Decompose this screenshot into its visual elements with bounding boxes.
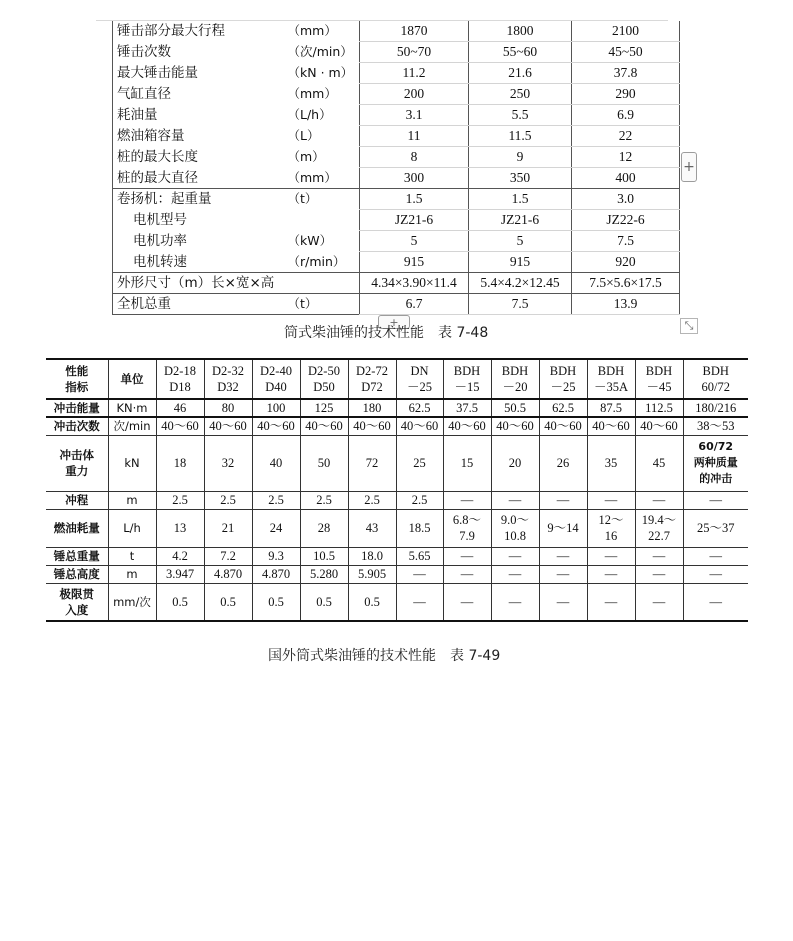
plus-icon: + (683, 159, 695, 175)
table-cell: 4.870 (252, 565, 300, 583)
model-header (252, 359, 300, 399)
table-cell: 40～60 (587, 417, 635, 435)
table-cell: 200 (360, 84, 469, 105)
table-cell: 26 (539, 435, 587, 491)
row-unit: kN (108, 435, 156, 491)
table-cell: 40～60 (491, 417, 539, 435)
header-unit: 单位 (108, 359, 156, 399)
row-unit: （r/min） (286, 252, 360, 273)
table-cell: — (635, 565, 683, 583)
table-cell: 45~50 (572, 42, 680, 63)
table-row (46, 491, 748, 509)
table-cell: 5.5 (469, 105, 572, 126)
model-header (539, 359, 587, 399)
table-cell: 4.870 (204, 565, 252, 583)
table-cell: 0.5 (300, 583, 348, 621)
row-label: 卷扬机：起重量 (113, 189, 286, 210)
table-cell (491, 509, 539, 547)
resize-icon: ⤡ (684, 319, 694, 332)
row-unit: （kW） (287, 233, 333, 248)
cell-line: 重力 (65, 464, 89, 478)
table-cell: — (443, 547, 491, 565)
table-cell: — (683, 491, 748, 509)
table-cell: 40 (252, 435, 300, 491)
table-cell: 62.5 (539, 399, 587, 417)
table-cell: 40～60 (539, 417, 587, 435)
table-cell: 112.5 (635, 399, 683, 417)
table-row (113, 231, 680, 252)
table-cell: 43 (348, 509, 396, 547)
cell-line: －35A (593, 380, 629, 394)
table-cell: 0.5 (348, 583, 396, 621)
table-cell: 400 (572, 168, 680, 189)
row-label: 全机总重 (113, 294, 286, 315)
row-label (46, 509, 108, 547)
table-cell: 4.2 (156, 547, 204, 565)
table-cell: 2100 (572, 21, 680, 42)
table-cell: 21.6 (469, 63, 572, 84)
table-cell: 5 (360, 231, 469, 252)
table-row (113, 42, 680, 63)
table-cell: — (443, 583, 491, 621)
row-label (46, 565, 108, 583)
row-unit: KN·m (108, 399, 156, 417)
cell-line: 锤总重量 (53, 549, 100, 563)
row-label (46, 399, 108, 417)
table-cell: 915 (360, 252, 469, 273)
row-unit: （kN · m） (287, 65, 354, 80)
table-cell: 300 (360, 168, 469, 189)
table-cell: — (635, 547, 683, 565)
cell-line: D2-40 (260, 364, 292, 378)
table-cell: — (491, 491, 539, 509)
table-cell: 5 (469, 231, 572, 252)
row-label: 电机功率 (133, 233, 187, 249)
table-cell: 5.65 (396, 547, 443, 565)
table-cell: 3.0 (572, 189, 680, 210)
table-cell: 37.8 (572, 63, 680, 84)
cell-line: BDH (453, 364, 481, 378)
table-row (113, 252, 680, 273)
table-cell: 6.7 (360, 294, 469, 315)
table-cell: 55~60 (469, 42, 572, 63)
table-7-48-caption: 筒式柴油锤的技术性能 表 7-48 (284, 325, 489, 341)
row-unit: mm/次 (108, 583, 156, 621)
table-cell: — (635, 491, 683, 509)
cell-line: 冲程 (65, 493, 89, 507)
cell-line: 指标 (65, 380, 89, 394)
table-cell: 12 (572, 147, 680, 168)
table-cell: 13 (156, 509, 204, 547)
row-unit: （m） (287, 149, 325, 164)
cell-line: 冲击次数 (53, 419, 100, 434)
table-cell: 18.0 (348, 547, 396, 565)
table-cell: 5.905 (348, 565, 396, 583)
table-cell (683, 509, 748, 547)
table-cell: 18 (156, 435, 204, 491)
table-cell: 1800 (469, 21, 572, 42)
cell-line: BDH (645, 364, 673, 378)
model-header (683, 359, 748, 399)
table-cell: — (396, 583, 443, 621)
table-cell: 7.5×5.6×17.5 (572, 273, 680, 294)
table-cell (443, 509, 491, 547)
table-cell: — (491, 583, 539, 621)
row-label: 最大锤击能量 (117, 65, 198, 81)
cell-line: 25～37 (696, 521, 735, 535)
row-label (46, 417, 108, 435)
cell-line: BDH (501, 364, 529, 378)
cell-line: 60/72 (701, 380, 730, 394)
table-cell: — (587, 491, 635, 509)
table-cell (587, 509, 635, 547)
table-cell: 0.5 (252, 583, 300, 621)
table-cell: — (443, 565, 491, 583)
table-row (113, 294, 680, 315)
model-header (204, 359, 252, 399)
table-cell: 35 (587, 435, 635, 491)
row-unit: （mm） (287, 86, 337, 101)
row-label: 燃油箱容量 (117, 128, 185, 144)
row-unit: t (108, 547, 156, 565)
cell-line: 6.8～ (452, 513, 482, 527)
model-header (156, 359, 204, 399)
table-cell (683, 435, 748, 491)
table-cell: — (539, 491, 587, 509)
table-cell: 3.947 (156, 565, 204, 583)
cell-line: D18 (169, 380, 191, 394)
row-label (46, 583, 108, 621)
row-label: 桩的最大长度 (117, 149, 198, 165)
cell-line: 燃油耗量 (53, 521, 100, 535)
table-cell: — (396, 565, 443, 583)
table-cell: 350 (469, 168, 572, 189)
cell-line: 16 (604, 529, 618, 543)
table-cell: 100 (252, 399, 300, 417)
table-cell: 72 (348, 435, 396, 491)
table-cell: — (539, 547, 587, 565)
row-unit: m (108, 491, 156, 509)
row-label: 锤击次数 (117, 44, 171, 60)
table-row (113, 63, 680, 84)
cell-line: 性能 (65, 364, 89, 378)
table-cell: 25 (396, 435, 443, 491)
model-header (587, 359, 635, 399)
cell-line: 19.4～ (641, 513, 677, 527)
table-cell: JZ22-6 (572, 210, 680, 231)
table-row (46, 565, 748, 583)
table-cell: 15 (443, 435, 491, 491)
table-cell: 290 (572, 84, 680, 105)
cell-line: BDH (702, 364, 729, 378)
table-cell: 915 (469, 252, 572, 273)
cell-line: D32 (217, 380, 239, 394)
cell-line: BDH (597, 364, 625, 378)
row-label: 锤击部分最大行程 (117, 23, 225, 40)
table-cell: 125 (300, 399, 348, 417)
table-cell: 4.34×3.90×11.4 (360, 273, 469, 294)
table-row (46, 583, 748, 621)
table-cell: 40～60 (635, 417, 683, 435)
cell-line: 60/72 (698, 440, 734, 453)
table-cell: 50.5 (491, 399, 539, 417)
table-cell: 8 (360, 147, 469, 168)
cell-line: D2-72 (356, 364, 388, 378)
table-row (46, 509, 748, 547)
table-cell: 28 (300, 509, 348, 547)
table-row (113, 189, 680, 210)
cell-line: －15 (454, 380, 480, 394)
table-cell: 37.5 (443, 399, 491, 417)
cell-line: 锤总高度 (53, 567, 100, 581)
table-cell: 3.1 (360, 105, 469, 126)
table-cell: — (683, 565, 748, 583)
model-header (491, 359, 539, 399)
table-row (46, 547, 748, 565)
table-cell: 13.9 (572, 294, 680, 315)
row-label: 电机型号 (133, 212, 187, 228)
cell-line: 7.9 (459, 529, 475, 543)
table-cell: 180 (348, 399, 396, 417)
cell-line: D2-50 (308, 364, 340, 378)
table-cell: 0.5 (204, 583, 252, 621)
table-cell: — (587, 583, 635, 621)
plus-icon: + (389, 315, 399, 329)
table-cell: 11.2 (360, 63, 469, 84)
table-cell: — (587, 547, 635, 565)
table-cell (635, 509, 683, 547)
table-cell: 50 (300, 435, 348, 491)
cell-line: 入度 (65, 602, 89, 617)
table-cell: 40～60 (396, 417, 443, 435)
table-cell: 2.5 (396, 491, 443, 509)
table-cell: — (635, 583, 683, 621)
table-row (113, 147, 680, 168)
cell-line: －45 (646, 380, 672, 394)
cell-line: 极限贯 (59, 586, 94, 601)
cell-line: DN (410, 364, 429, 378)
cell-line: －25 (550, 380, 576, 394)
table-row (113, 84, 680, 105)
table-cell: 9.3 (252, 547, 300, 565)
row-label: 电机转速 (113, 252, 286, 273)
table-row (46, 435, 748, 491)
row-unit: L/h (108, 509, 156, 547)
row-label (46, 547, 108, 565)
row-label: 气缸直径 (117, 86, 171, 102)
row-unit: （mm） (286, 168, 360, 189)
row-unit: （次/min） (287, 44, 353, 59)
cell-line: 22.7 (648, 529, 670, 543)
table-cell: 40～60 (443, 417, 491, 435)
table-cell: — (491, 547, 539, 565)
table-cell: 40～60 (156, 417, 204, 435)
row-unit: （t） (286, 189, 360, 210)
table-cell: 1.5 (469, 189, 572, 210)
cell-line: D2-32 (212, 364, 244, 378)
table-cell: 20 (491, 435, 539, 491)
table-cell: 180/216 (683, 399, 748, 417)
row-unit: （mm） (287, 23, 337, 39)
table-row (46, 399, 748, 417)
table-cell: — (683, 547, 748, 565)
table-cell: 7.5 (469, 294, 572, 315)
table-cell: — (587, 565, 635, 583)
table-cell: 10.5 (300, 547, 348, 565)
table-cell: — (539, 583, 587, 621)
table-cell: 24 (252, 509, 300, 547)
table-cell: JZ21-6 (360, 210, 469, 231)
cell-line: 冲击体 (59, 448, 94, 462)
cell-line: 两种质量 (693, 456, 738, 469)
cell-line: 9～14 (547, 521, 579, 535)
cell-line: 12～ (598, 513, 624, 527)
table-cell: 40～60 (204, 417, 252, 435)
table-row (113, 210, 680, 231)
table-cell: 2.5 (204, 491, 252, 509)
table-cell: — (683, 583, 748, 621)
table-cell: 87.5 (587, 399, 635, 417)
table-cell: 920 (572, 252, 680, 273)
table-cell: — (443, 491, 491, 509)
table-cell: JZ21-6 (469, 210, 572, 231)
table-row (113, 168, 680, 189)
table-cell: 21 (204, 509, 252, 547)
table-resize-handle[interactable] (680, 318, 698, 334)
row-label: 耗油量 (117, 107, 158, 123)
cell-line: D50 (313, 380, 335, 394)
row-unit (286, 273, 360, 294)
row-unit: （L） (287, 128, 320, 143)
table-cell: 5.4×4.2×12.45 (469, 273, 572, 294)
cell-line: D2-18 (164, 364, 196, 378)
row-unit: m (108, 565, 156, 583)
cell-line: 10.8 (504, 529, 526, 543)
row-unit: 次/min (108, 417, 156, 435)
table-cell: 2.5 (300, 491, 348, 509)
table-cell: 250 (469, 84, 572, 105)
table-cell: 7.2 (204, 547, 252, 565)
model-header (348, 359, 396, 399)
table-cell: 5.280 (300, 565, 348, 583)
cell-line: 9.0～ (500, 513, 530, 527)
table-cell: 50~70 (360, 42, 469, 63)
header-row (46, 359, 748, 399)
table-cell: 62.5 (396, 399, 443, 417)
table-7-48 (112, 21, 680, 315)
table-cell: 38～53 (683, 417, 748, 435)
table-cell: 1.5 (360, 189, 469, 210)
table-row (113, 105, 680, 126)
row-label: 桩的最大直径 (113, 168, 286, 189)
table-cell: 32 (204, 435, 252, 491)
table-cell: 2.5 (348, 491, 396, 509)
header-label (46, 359, 108, 399)
table-row (113, 21, 680, 42)
add-column-button[interactable] (681, 152, 697, 182)
cell-line: 的冲击 (699, 472, 733, 485)
cell-line: －20 (502, 380, 528, 394)
table-row (113, 126, 680, 147)
table-row (113, 273, 680, 294)
table-cell: 40～60 (348, 417, 396, 435)
table-cell: 40～60 (300, 417, 348, 435)
row-unit: （t） (286, 294, 360, 315)
table-cell: 1870 (360, 21, 469, 42)
table-cell: 22 (572, 126, 680, 147)
table-cell: — (539, 565, 587, 583)
cell-line: D40 (265, 380, 287, 394)
row-label: 外形尺寸（m）长×宽×高 (113, 273, 286, 294)
table-7-49-caption: 国外筒式柴油锤的技术性能 表 7-49 (268, 648, 501, 664)
table-cell (539, 509, 587, 547)
table-cell: 7.5 (572, 231, 680, 252)
table-cell: 11.5 (469, 126, 572, 147)
table-cell: 0.5 (156, 583, 204, 621)
model-header (443, 359, 491, 399)
model-header (635, 359, 683, 399)
table-cell: 11 (360, 126, 469, 147)
model-header (396, 359, 443, 399)
row-unit (286, 210, 360, 231)
row-label (46, 435, 108, 491)
table-row (46, 417, 748, 435)
table-cell: — (491, 565, 539, 583)
table-cell: 45 (635, 435, 683, 491)
table-7-49 (46, 358, 748, 622)
row-label (46, 491, 108, 509)
table-cell: 6.9 (572, 105, 680, 126)
model-header (300, 359, 348, 399)
table-cell: 46 (156, 399, 204, 417)
table-cell: 80 (204, 399, 252, 417)
table-cell: 18.5 (396, 509, 443, 547)
cell-line: 冲击能量 (53, 401, 100, 415)
table-cell: 2.5 (156, 491, 204, 509)
row-unit: （L/h） (287, 107, 332, 122)
table-cell: 2.5 (252, 491, 300, 509)
cell-line: －25 (406, 380, 432, 394)
table-cell: 9 (469, 147, 572, 168)
table-cell: 40～60 (252, 417, 300, 435)
cell-line: BDH (549, 364, 577, 378)
cell-line: D72 (361, 380, 383, 394)
